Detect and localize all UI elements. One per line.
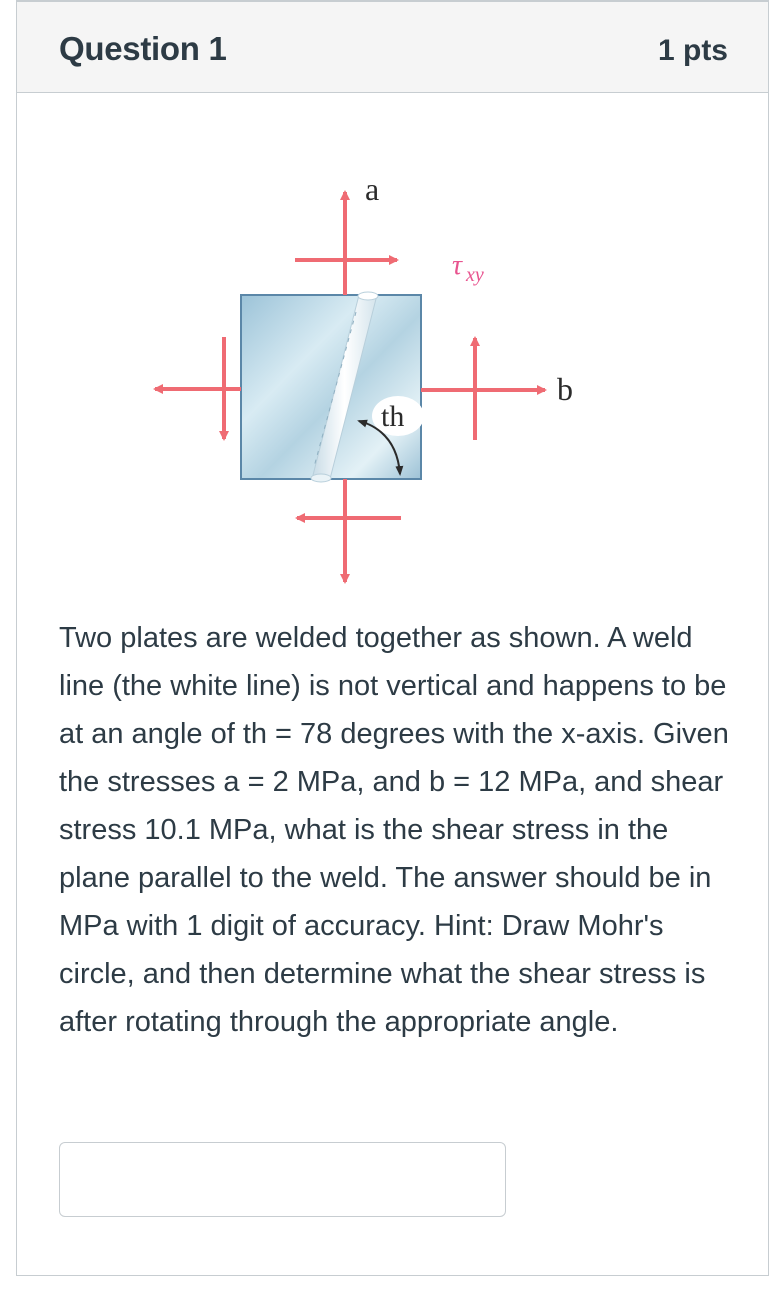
svg-text:xy: xy: [466, 264, 484, 286]
question-text: Two plates are welded together as shown. A weld line (the white line) is not vertical and happens to be at an angle of th = 78 degrees with the x-axis. Given the stresses a = 2 MPa, and b = 12 MPa, and shear stress 10.1 MPa, what is the shear stress in the plane parallel to the weld. The answer should be in MPa with 1 digit of accuracy. Hint: Draw Mohr's circle, and then determine what the shear stress is after rotating through the appropriate angle.: [59, 622, 729, 1038]
svg-text:τ: τ: [452, 250, 463, 281]
answer-input[interactable]: [59, 1142, 506, 1217]
label-a: a: [365, 171, 380, 207]
label-b: b: [557, 371, 573, 407]
label-th: th: [381, 400, 405, 433]
question-title: Question 1: [59, 30, 227, 67]
stress-element-diagram: [127, 162, 607, 602]
question-header: [17, 2, 768, 93]
question-card: [16, 0, 769, 1276]
question-points: 1 pts: [657, 34, 728, 67]
label-tau-xy: [452, 250, 484, 286]
